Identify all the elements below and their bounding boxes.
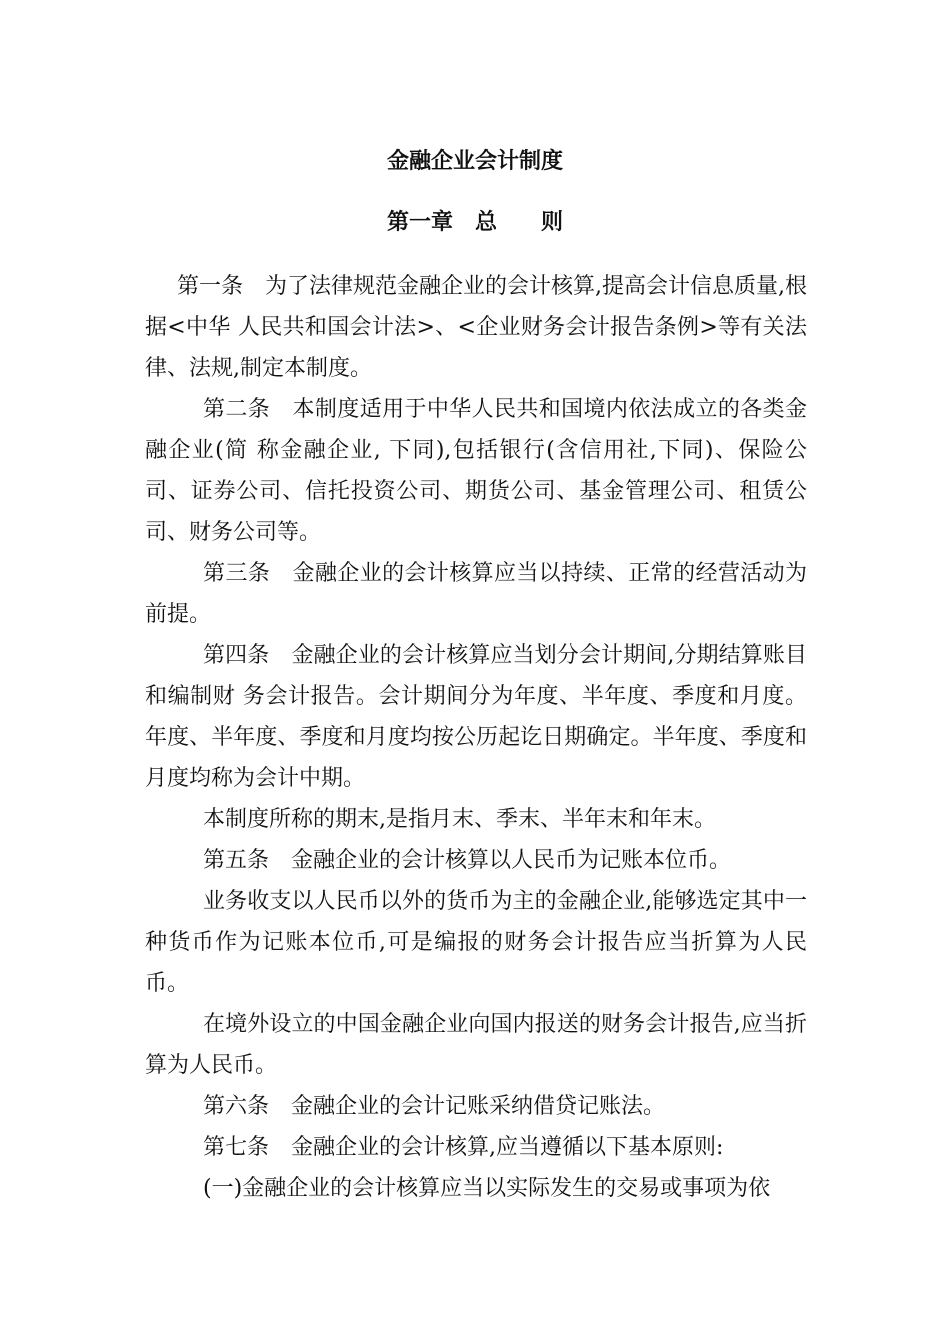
foreign-currency-paragraph: 业务收支以人民币以外的货币为主的金融企业,能够选定其中一种货币作为记账本位币,可是编报的财务会计报告应当折算为人民币。	[145, 889, 807, 996]
document-body	[145, 266, 807, 1209]
article-6-paragraph: 第六条 金融企业的会计记账采纳借贷记账法。	[203, 1094, 666, 1119]
article-2-paragraph: 第二条 本制度适用于中华人民共和国境内依法成立的各类金融企业(简 称金融企业, 下同),包括银行(含信用社,下同)、保险公司、证券公司、信托投资公司、期货公司、基金管理公司、租赁公司、财务公司等。	[145, 397, 807, 545]
article-4-paragraph: 第四条 金融企业的会计核算应当划分会计期间,分期结算账目和编制财 务会计报告。会计期间分为年度、半年度、季度和月度。年度、半年度、季度和月度均按公历起讫日期确定。半年度、季度和月度均称为会计中期。	[145, 643, 807, 791]
principle-1-paragraph: (一)金融企业的会计核算应当以实际发生的交易或事项为依	[203, 1176, 771, 1201]
chapter-title: 第一章 总 则	[386, 209, 563, 235]
article-3-paragraph: 第三条 金融企业的会计核算应当以持续、正常的经营活动为前提。	[145, 561, 807, 627]
overseas-enterprise-paragraph: 在境外设立的中国金融企业向国内报送的财务会计报告,应当折算为人民币。	[145, 1012, 807, 1078]
article-5-paragraph: 第五条 金融企业的会计核算以人民币为记账本位币。	[203, 848, 732, 873]
document-title: 金融企业会计制度	[386, 148, 563, 174]
period-end-paragraph: 本制度所称的期末,是指月末、季末、半年末和年末。	[203, 807, 716, 832]
article-1-paragraph: 第一条 为了法律规范金融企业的会计核算,提高会计信息质量,根据<中华 人民共和国会计法>、<企业财务会计报告条例>等有关法律、法规,制定本制度。	[145, 274, 807, 381]
article-7-paragraph: 第七条 金融企业的会计核算,应当遵循以下基本原则:	[203, 1135, 724, 1160]
